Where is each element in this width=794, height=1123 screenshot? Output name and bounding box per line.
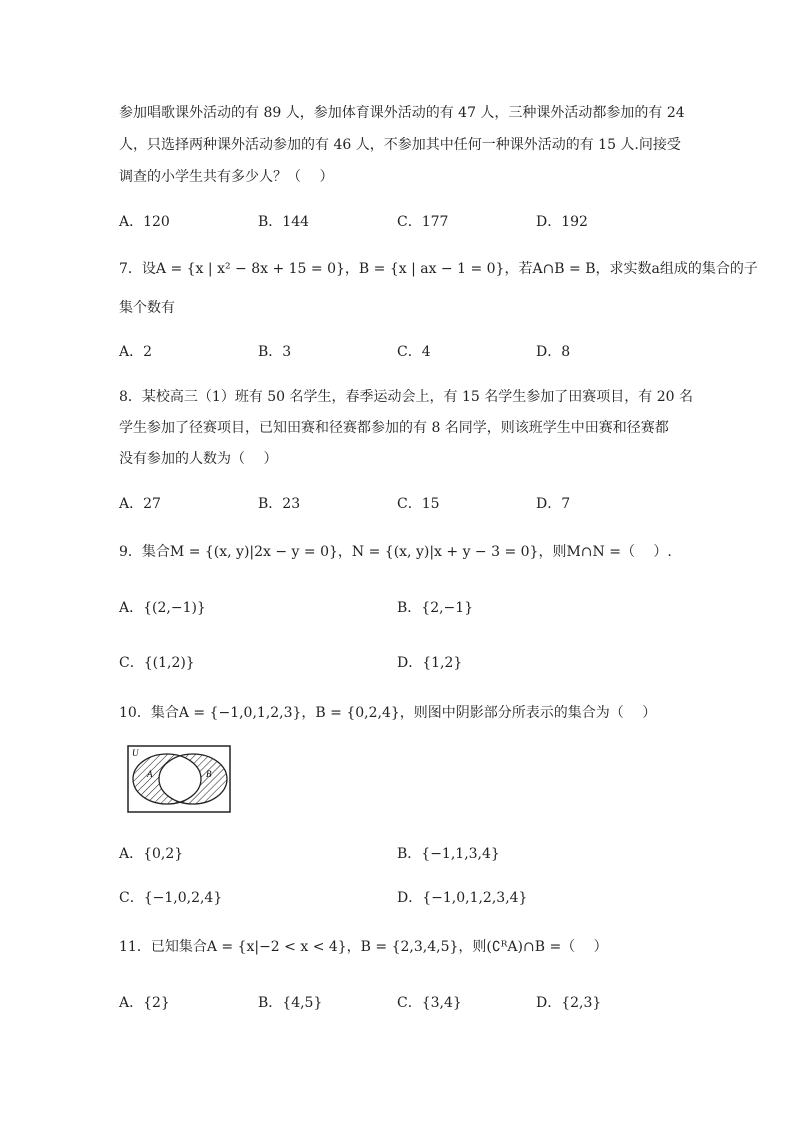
q10-option-d: D．{−1,0,1,2,3,4} xyxy=(397,890,528,906)
q7-option-d: D．8 xyxy=(536,344,571,360)
q11-option-c: C．{3,4} xyxy=(397,995,462,1011)
q8-option-a: A．27 xyxy=(119,496,161,512)
label-u: U xyxy=(132,748,139,758)
q6-text-line-1: 参加唱歌课外活动的有 89 人，参加体育课外活动的有 47 人，三种课外活动都参加的有 24 xyxy=(119,105,685,121)
q10-text-line-1: 10．集合A = {−1,0,1,2,3}，B = {0,2,4}，则图中阴影部分所表示的集合为（ ） xyxy=(119,705,657,721)
q11-text-line-1: 11．已知集合A = {x|−2 < x < 4}，B = {2,3,4,5}，则(∁ᴿA)∩B =（ ） xyxy=(119,939,608,955)
q6-text-line-2: 人，只选择两种课外活动参加的有 46 人，不参加其中任何一种课外活动的有 15 人.问接受 xyxy=(119,137,681,153)
q9-option-d: D．{1,2} xyxy=(397,655,463,671)
venn-diagram xyxy=(127,745,231,813)
q7-option-a: A．2 xyxy=(119,344,153,360)
q9-option-a: A．{(2,−1)} xyxy=(119,600,206,616)
q6-option-c: C．177 xyxy=(397,214,449,230)
q8-option-c: C．15 xyxy=(397,496,440,512)
q9-option-b: B．{2,−1} xyxy=(397,600,474,616)
q10-option-a: A．{0,2} xyxy=(119,846,184,862)
q6-option-a: A．120 xyxy=(119,214,170,230)
q7-text-line-2: 集个数有 xyxy=(119,300,175,316)
q8-text-line-2: 学生参加了径赛项目，已知田赛和径赛都参加的有 8 名同学，则该班学生中田赛和径赛都 xyxy=(119,420,669,436)
q7-text-line-1: 7．设A = {x | x² − 8x + 15 = 0}，B = {x | ax − 1 = 0}，若A∩B = B，求实数a组成的集合的子 xyxy=(119,261,758,277)
q6-option-d: D．192 xyxy=(536,214,588,230)
q11-option-b: B．{4,5} xyxy=(258,995,323,1011)
q8-option-b: B．23 xyxy=(258,496,301,512)
q10-option-c: C．{−1,0,2,4} xyxy=(119,890,223,906)
q8-text-line-1: 8．某校高三（1）班有 50 名学生，春季运动会上，有 15 名学生参加了田赛项目，有 20 名 xyxy=(119,389,693,405)
label-a: A xyxy=(147,769,153,779)
q10-option-b: B．{−1,1,3,4} xyxy=(397,846,500,862)
q11-option-d: D．{2,3} xyxy=(536,995,602,1011)
q7-option-b: B．3 xyxy=(258,344,292,360)
q9-option-c: C．{(1,2)} xyxy=(119,655,195,671)
q6-text-line-3: 调查的小学生共有多少人？（ ） xyxy=(119,169,334,185)
q8-option-d: D．7 xyxy=(536,496,571,512)
q9-text-line-1: 9．集合M = {(x, y)|2x − y = 0}，N = {(x, y)|x + y − 3 = 0}，则M∩N =（ ）. xyxy=(119,544,672,560)
q8-text-line-3: 没有参加的人数为（ ） xyxy=(119,451,278,467)
q7-option-c: C．4 xyxy=(397,344,431,360)
q11-option-a: A．{2} xyxy=(119,995,170,1011)
label-b: B xyxy=(206,769,212,779)
q6-option-b: B．144 xyxy=(258,214,310,230)
